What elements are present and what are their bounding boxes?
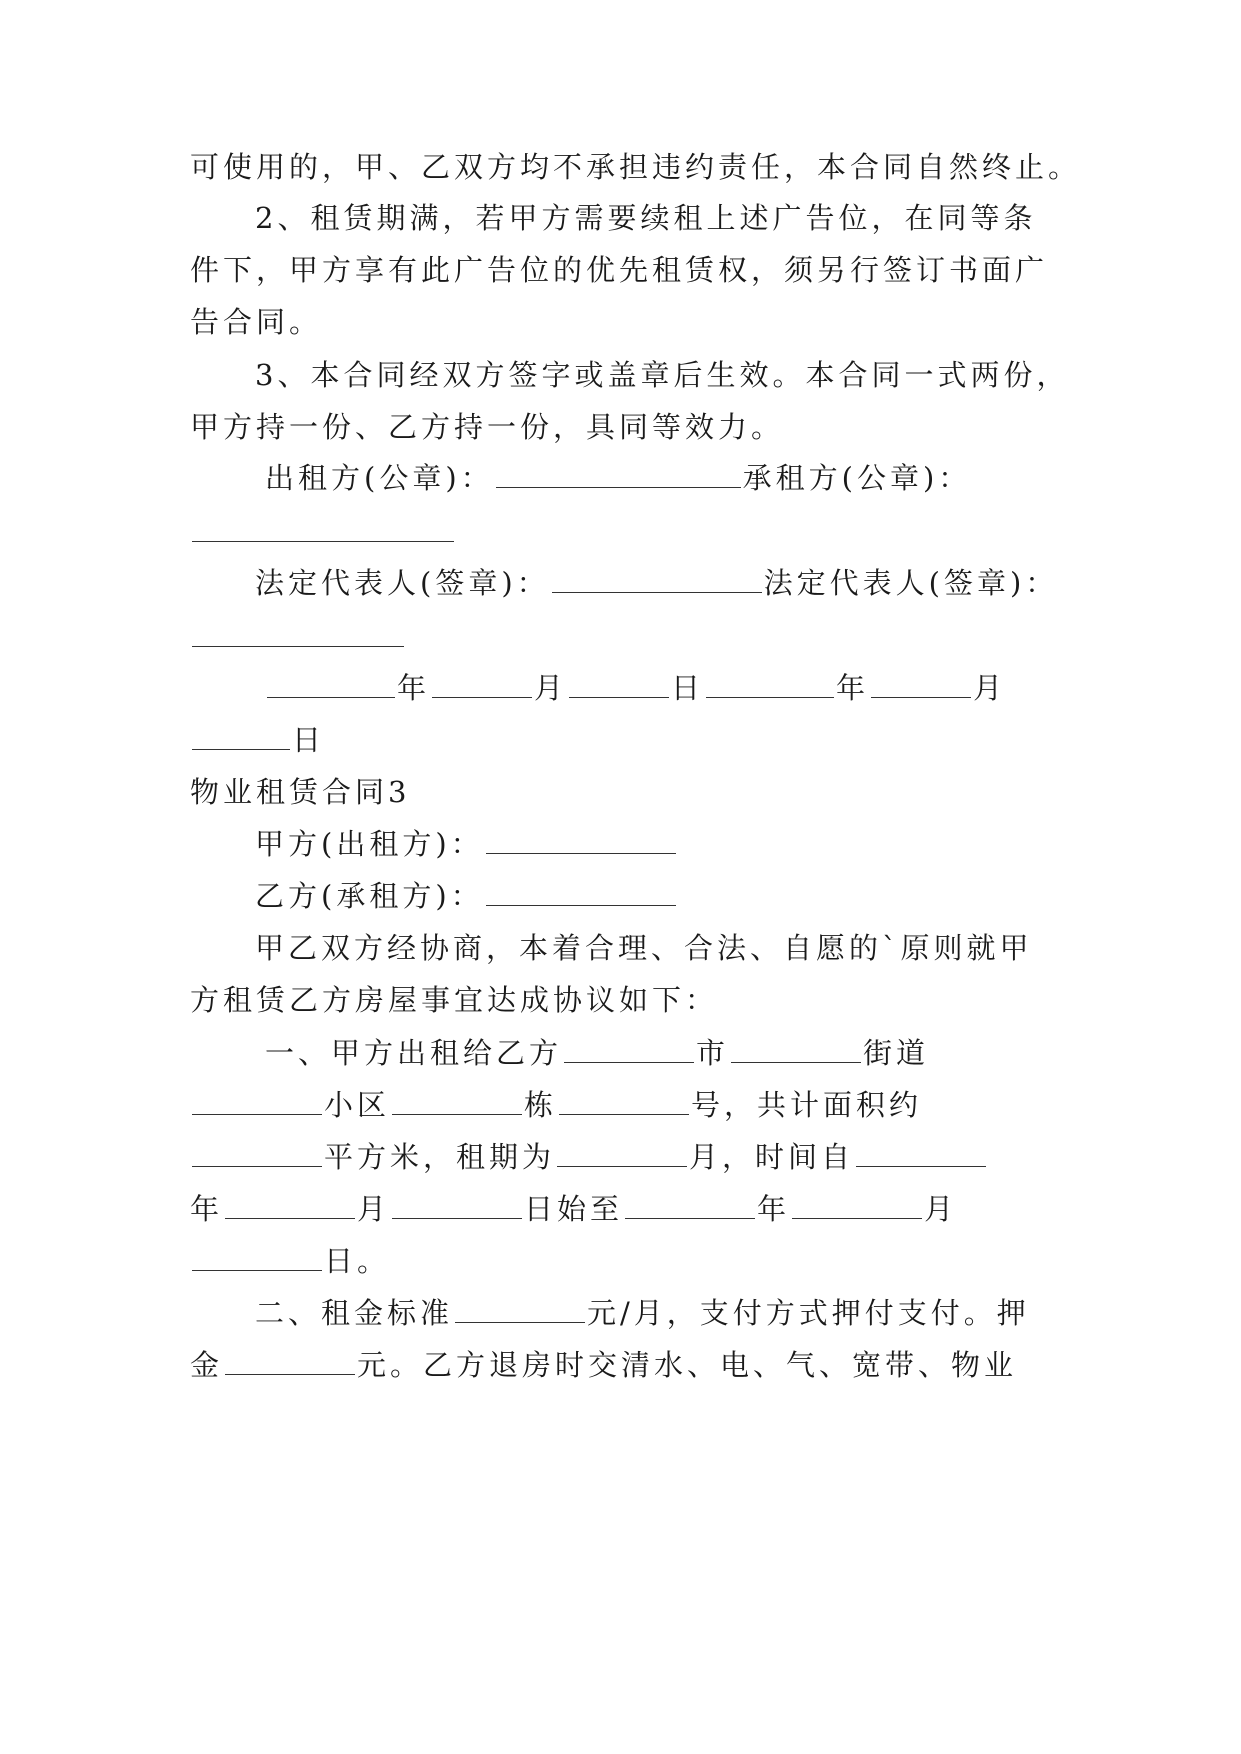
clause-one-line-3 (190, 1137, 1070, 1177)
signature-line-lessor (265, 458, 1145, 498)
number-blank (559, 1088, 689, 1115)
to-month-label: 月 (924, 1192, 958, 1226)
text-line: 甲方持一份、乙方持一份，具同等效力。 (190, 410, 785, 444)
area-label: 号，共计面积约 (691, 1088, 923, 1122)
rent-label: 二、租金标准 (255, 1296, 454, 1330)
legal-rep-blank-b (192, 620, 404, 647)
deposit-blank (225, 1348, 355, 1375)
text-line: 2、租赁期满，若甲方需要续租上述广告位，在同等条 (255, 201, 1037, 235)
clause-one-line-2 (190, 1085, 1070, 1125)
from-month-label: 月 (357, 1192, 391, 1226)
lessee-seal-blank (192, 515, 454, 542)
day-label-a: 日 (671, 671, 705, 705)
date-line-continued (190, 720, 1070, 760)
text-line: 3、本合同经双方签字或盖章后生效。本合同一式两份， (255, 358, 1070, 392)
term-blank (557, 1140, 687, 1167)
street-blank (731, 1036, 861, 1063)
lessee-seal-label: 承租方(公章)： (742, 461, 972, 495)
clause-one-line-4 (190, 1189, 1070, 1229)
lessor-seal-label: 出租方(公章)： (265, 461, 494, 495)
to-year-label: 年 (757, 1192, 791, 1226)
payment-label: 元/月，支付方式押付支付。押 (587, 1296, 1030, 1330)
text-line: 告合同。 (190, 305, 323, 339)
year-label-a: 年 (397, 671, 431, 705)
year-blank-a (267, 671, 395, 698)
from-month-blank (225, 1192, 355, 1219)
clause-one-line-1 (265, 1033, 1145, 1073)
rent-blank (455, 1296, 585, 1323)
lessor-seal-blank (496, 461, 741, 488)
day-label-b: 日 (292, 723, 326, 757)
from-year-label: 年 (190, 1192, 224, 1226)
text-line: 可使用的，甲、乙双方均不承担违约责任，本合同自然终止。 (190, 150, 1082, 184)
move-out-label: 元。乙方退房时交清水、电、气、宽带、物业 (357, 1348, 1018, 1382)
clause-one-label: 一、甲方出租给乙方 (265, 1036, 563, 1070)
deposit-label: 金 (190, 1348, 224, 1382)
section-title: 物业租赁合同3 (190, 775, 411, 809)
party-a-blank (486, 827, 676, 854)
party-a-label: 甲方(出租方)： (255, 827, 484, 861)
date-line (265, 668, 1145, 708)
from-day-blank (392, 1192, 522, 1219)
city-blank (564, 1036, 694, 1063)
text-line: 甲乙双方经协商，本着合理、合法、自愿的`原则就甲 (255, 931, 1033, 965)
to-year-blank (625, 1192, 755, 1219)
month-blank-a (432, 671, 532, 698)
legal-rep-continued (190, 617, 1070, 657)
area-blank (192, 1140, 322, 1167)
legal-rep-label-b: 法定代表人(签章)： (763, 566, 1059, 600)
party-b-line (255, 876, 1135, 916)
to-month-blank (792, 1192, 922, 1219)
party-a-line (255, 824, 1135, 864)
community-blank (192, 1088, 322, 1115)
year-blank-b (706, 671, 834, 698)
from-year-blank (856, 1140, 986, 1167)
clause-one-line-5 (190, 1241, 1070, 1281)
legal-rep-label-a: 法定代表人(签章)： (255, 566, 550, 600)
clause-two-line-2 (190, 1345, 1070, 1385)
term-label: 平方米，租期为 (324, 1140, 556, 1174)
legal-rep-line (255, 563, 1135, 603)
clause-two-line-1 (255, 1293, 1135, 1333)
to-day-blank (192, 1244, 322, 1271)
building-label: 栋 (524, 1088, 558, 1122)
text-line: 件下，甲方享有此广告位的优先租赁权，须另行签订书面广 (190, 253, 1049, 287)
month-blank-b (871, 671, 971, 698)
community-label: 小区 (324, 1088, 391, 1122)
year-label-b: 年 (836, 671, 870, 705)
legal-rep-blank-a (552, 566, 762, 593)
text-line: 方租赁乙方房屋事宜达成协议如下： (190, 983, 719, 1017)
from-day-to-label: 日始至 (524, 1192, 624, 1226)
to-day-label: 日。 (324, 1244, 391, 1278)
time-from-label: 月，时间自 (689, 1140, 855, 1174)
month-label-a: 月 (534, 671, 568, 705)
party-b-label: 乙方(承租方)： (255, 879, 484, 913)
building-blank (392, 1088, 522, 1115)
month-label-b: 月 (973, 671, 1007, 705)
street-label: 街道 (863, 1036, 930, 1070)
day-blank-a (569, 671, 669, 698)
signature-line-continued (190, 512, 1070, 552)
party-b-blank (486, 879, 676, 906)
city-label: 市 (696, 1036, 730, 1070)
day-blank-b (192, 723, 290, 750)
